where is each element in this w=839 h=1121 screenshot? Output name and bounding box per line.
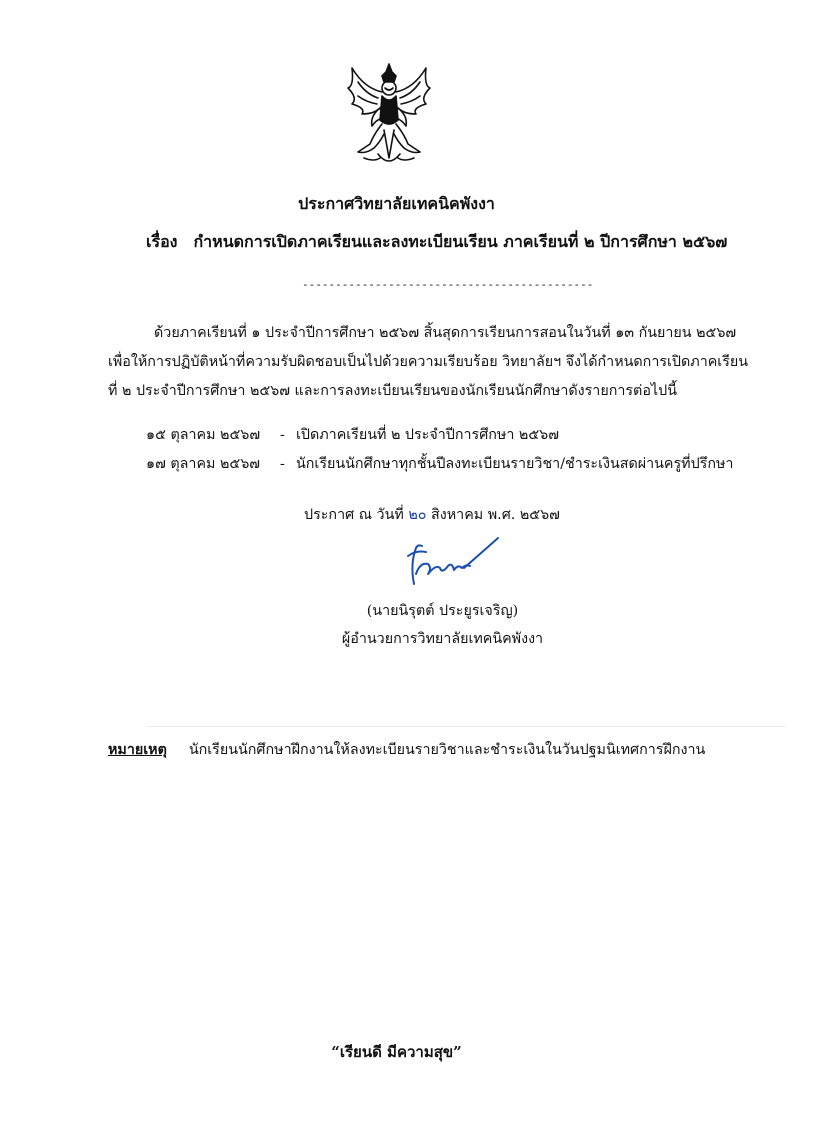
footer-divider	[146, 726, 786, 727]
garuda-emblem-icon	[344, 58, 434, 170]
body-paragraph-line: ที่ ๒ ประจำปีการศึกษา ๒๕๖๗ และการลงทะเบียนเรียนของนักเรียนนักศึกษาดังรายการต่อไปนี้	[108, 383, 677, 399]
body-paragraph-line: เพื่อให้การปฏิบัติหน้าที่ความรับผิดชอบเป็นไปด้วยความเรียบร้อย วิทยาลัยฯ จึงได้กำหนดการเปิดภาคเรียน	[108, 354, 749, 370]
document-subject	[146, 230, 727, 255]
announcement-prefix: ประกาศ ณ วันที่	[304, 507, 409, 523]
schedule-separator: -	[280, 427, 285, 443]
motto: “เรียนดี มีความสุข”	[331, 1043, 462, 1061]
body-paragraph-line: ด้วยภาคเรียนที่ ๑ ประจำปีการศึกษา ๒๕๖๗ สิ้นสุดการเรียนการสอนในวันที่ ๑๓ กันยายน ๒๕๖๗	[154, 325, 737, 341]
schedule-item	[146, 453, 733, 475]
schedule-detail: นักเรียนนักศึกษาทุกชั้นปีลงทะเบียนรายวิชา/ชำระเงินสดผ่านครูที่ปรึกษา	[296, 456, 734, 472]
remark-label: หมายเหตุ	[108, 742, 167, 758]
schedule-separator: -	[280, 456, 285, 472]
announcement-suffix: สิงหาคม พ.ศ. ๒๕๖๗	[426, 507, 560, 523]
schedule-date: ๑๕ ตุลาคม ๒๕๖๗	[146, 427, 261, 443]
subject-label: เรื่อง	[146, 232, 178, 251]
subject-text: กำหนดการเปิดภาคเรียนและลงทะเบียนเรียน ภาคเรียนที่ ๒ ปีการศึกษา ๒๕๖๗	[193, 232, 728, 251]
signer-name: (นายนิรุตต์ ประยูรเจริญ)	[366, 603, 519, 619]
document-title: ประกาศวิทยาลัยเทคนิคพังงา	[298, 194, 495, 213]
schedule-item	[146, 424, 559, 446]
handwritten-signature-icon	[402, 534, 502, 594]
schedule-detail: เปิดภาคเรียนที่ ๒ ประจำปีการศึกษา ๒๕๖๗	[296, 427, 559, 443]
announcement-day: ๒๐	[408, 507, 427, 523]
schedule-date: ๑๗ ตุลาคม ๒๕๖๗	[146, 456, 261, 472]
remark	[108, 739, 705, 761]
remark-text: นักเรียนนักศึกษาฝึกงานให้ลงทะเบียนรายวิชาและชำระเงินในวันปฐมนิเทศการฝึกงาน	[188, 742, 706, 758]
announcement-date	[304, 504, 560, 526]
signer-position: ผู้อำนวยการวิทยาลัยเทคนิคพังงา	[341, 631, 544, 647]
dashed-separator: --------------------------------------------	[302, 278, 594, 291]
